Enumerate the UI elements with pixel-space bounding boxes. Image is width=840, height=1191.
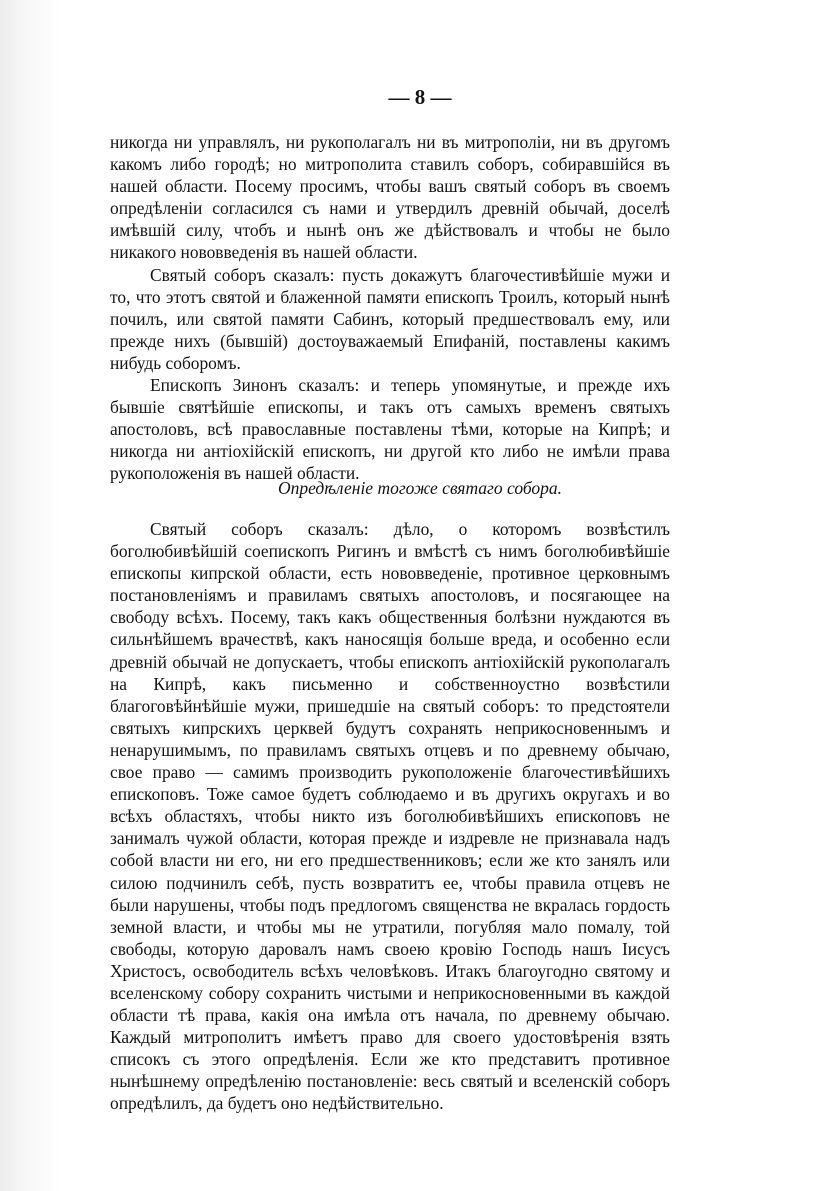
text-section-1 — [110, 131, 670, 485]
paragraph-continuation: никогда ни управлялъ, ни рукополагалъ ни въ митрополіи, ни въ другомъ какомъ либо городѣ; но митрополита ставилъ соборъ, собиравшійся въ нашей области. Посему просимъ, чтобы вашъ святый соборъ въ своемъ опредѣленіи согласился съ нами и утвердилъ древній обычай, доселѣ имѣвшій силу, чтобъ и нынѣ онъ же дѣйствовалъ и чтобы не было никакого нововведенія въ нашей области. — [110, 132, 670, 263]
page-number: — 8 — — [388, 85, 452, 109]
paragraph-definition: Святый соборъ сказалъ: дѣло, о которомъ возвѣстилъ боголюбивѣйшій соепископъ Ригинъ и вмѣстѣ съ нимъ боголюбивѣйшіе епископы кипрской области, есть нововведеніе, противное церковнымъ постановленіямъ и правиламъ святыхъ апостоловъ, и посягающее на свободу всѣхъ. Посему, такъ какъ общественныя болѣзни нуждаются въ сильнѣйшемъ врачествѣ, какъ наносящія больше вреда, и особенно если древній обычай не допускаетъ, чтобы епископъ антіохійскій рукополагалъ на Кипрѣ, какъ письменно и собственноустно возвѣстили благоговѣйнѣйшіе мужи, пришедшіе на святый соборъ: то предстоятели святыхъ кипрскихъ церквей будутъ сохранять неприкосновеннымъ и ненарушимымъ, по правиламъ святыхъ отцевъ и по древнему обычаю, свое право — самимъ производить рукоположеніе благочестивѣйшихъ епископовъ. Тоже самое будетъ соблюдаемо и въ другихъ округахъ и во всѣхъ областяхъ, чтобы никто изъ боголюбивѣйшихъ епископовъ не занималъ чужой области, которая прежде и издревле не признавала надъ собой власти ни его, ни его предшественниковъ; если же кто занялъ или силою подчинилъ себѣ, пусть возвратитъ ее, чтобы правила отцевъ не были нарушены, чтобы подъ предлогомъ священства не вкралась гордость земной власти, и чтобы мы не утратили, погубляя мало помалу, той свободы, которую даровалъ намъ своею кровію Господь нашъ Іисусъ Христосъ, освободитель всѣхъ человѣковъ. Итакъ благоугодно святому и вселенскому собору сохранить чистыми и неприкосновенными въ каждой области тѣ права, какія она имѣла отъ начала, по древнему обычаю. Каждый митрополитъ имѣетъ право для своего удостовѣренія взять списокъ съ этого опредѣленія. Если же кто представитъ противное нынѣшнему опредѣленію постановленіе: весь святый и вселенскій соборъ опредѣлилъ, да будетъ оно недѣйствительно. — [110, 519, 670, 1114]
section-heading: Опредѣленіе тогоже святаго собора. — [277, 478, 563, 498]
paragraph-council-reply: Святый соборъ сказалъ: пусть докажутъ благочестивѣйшіе мужи и то, что этотъ святой и блаженной памяти епископъ Троилъ, который нынѣ почилъ, или святой памяти Сабинъ, который предшествовалъ ему, или прежде нихъ (бывшій) достоуважаемый Епифаній, поставлены какимъ нибудь соборомъ. — [110, 264, 670, 373]
page-gutter-shadow — [0, 0, 60, 1191]
paragraph-zeno-statement: Епископъ Зинонъ сказалъ: и теперь упомянутые, и прежде ихъ бывшіе святѣйшіе епископы, и такъ отъ самыхъ временъ святыхъ апостоловъ, всѣ православные поставлены тѣми, которые на Кипрѣ; и никогда ни антіохійскій епископъ, ни другой кто либо не имѣли права рукоположенія въ нашей области. — [110, 375, 670, 484]
text-section-2 — [110, 518, 670, 1115]
